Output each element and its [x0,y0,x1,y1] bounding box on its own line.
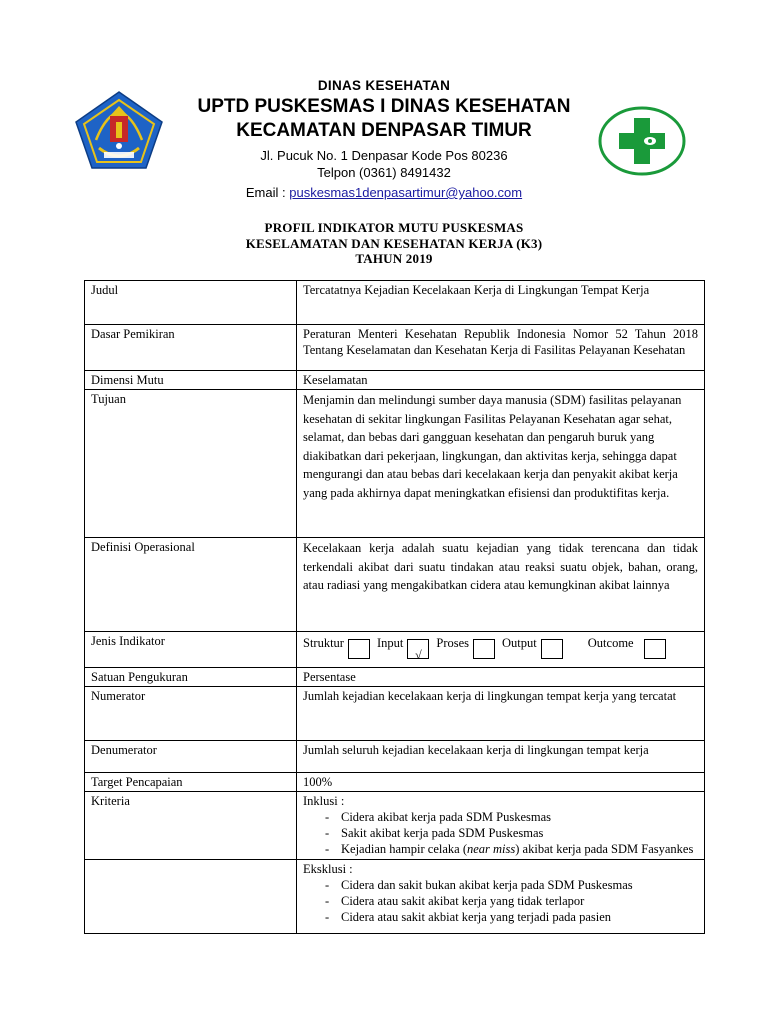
eksklusi-title: Eksklusi : [303,862,353,876]
indicator-profile-table [84,280,705,934]
row-value-dimensi: Keselamatan [297,371,705,390]
row-label-target: Target Pencapaian [85,773,297,792]
puskesmas-logo [598,106,686,176]
list-item [325,841,698,857]
table-row [85,773,705,792]
row-value-definisi: Kecelakaan kerja adalah suatu kejadian yang tidak terencana dan tidak terkendali akibat dari suatu tindakan atau reaksi suatu objek, bahan, orang, atau radiasi yang mengakibatkan cidera atau kemungkinan akibat lainnya [297,538,705,632]
table-row [85,668,705,687]
option-label-outcome: Outcome [587,636,634,650]
inklusi-3-post: ) akibat kerja pada SDM Fasyankes [515,842,694,856]
email-link[interactable]: puskesmas1denpasartimur@yahoo.com [289,185,523,200]
row-value-dasar: Peraturan Menteri Kesehatan Republik Indonesia Nomor 52 Tahun 2018 Tentang Keselamatan dan Kesehatan Kerja di Fasilitas Pelayanan Kesehatan [297,325,705,371]
row-value-target: 100% [297,773,705,792]
table-row [85,687,705,741]
inklusi-3-pre: Kejadian hampir celaka ( [341,842,467,856]
row-label-numerator: Numerator [85,687,297,741]
row-value-numerator: Jumlah kejadian kecelakaan kerja di lingkungan tempat kerja yang tercatat [297,687,705,741]
row-label-satuan: Satuan Pengukuran [85,668,297,687]
address-text: Jl. Pucuk No. 1 Denpasar Kode Pos 80236 [260,148,508,163]
row-label-tujuan: Tujuan [85,390,297,538]
inklusi-title: Inklusi : [303,794,345,808]
row-label-judul: Judul [85,281,297,325]
email-label: Email : [245,185,290,200]
checkbox-proses[interactable] [473,639,495,659]
row-value-tujuan: Menjamin dan melindungi sumber daya manusia (SDM) fasilitas pelayanan kesehatan di sekitar lingkungan Fasilitas Pelayanan Kesehatan agar sehat, selamat, dan bebas dari gangguan kesehatan dan pengaruh buruk yang diakibatkan dari pekerjaan, lingkungan, dan aktivitas kerja, sehingga dapat mengurangi dan atau bebas dari kecelakaan kerja dan penyakit akibat kerja yang pada akhirnya dapat meningkatkan efisiensi dan produktifitas kerja. [297,390,705,538]
instansi-heading: UPTD PUSKESMAS I DINAS KESEHATAN [197,96,571,117]
table-row [85,371,705,390]
row-value-satuan: Persentase [297,668,705,687]
list-item: - Cidera atau sakit akbiat kerja yang terjadi pada pasien [325,909,698,925]
list-item: - Cidera akibat kerja pada SDM Puskesmas [325,809,698,825]
option-label-proses: Proses [436,636,470,650]
row-label-denumerator: Denumerator [85,741,297,773]
title-line-1: PROFIL INDIKATOR MUTU PUSKESMAS [264,220,524,235]
government-emblem-logo [74,90,164,170]
checkbox-outcome[interactable] [644,639,666,659]
row-value-judul: Tercatatnya Kejadian Kecelakaan Kerja di Lingkungan Tempat Kerja [297,281,705,325]
letterhead [170,78,598,201]
table-row [85,632,705,668]
indicator-type-options [303,635,698,662]
row-label-definisi: Definisi Operasional [85,538,297,632]
row-value-inklusi [297,792,705,860]
eksklusi-list [303,877,698,925]
row-value-jenis [297,632,705,668]
row-value-eksklusi [297,860,705,934]
table-row [85,860,705,934]
row-label-jenis: Jenis Indikator [85,632,297,668]
kecamatan-heading: KECAMATAN DENPASAR TIMUR [236,120,532,141]
title-line-3: TAHUN 2019 [355,251,433,266]
table-row [85,281,705,325]
checkbox-output[interactable] [541,639,563,659]
row-label-dasar: Dasar Pemikiran [85,325,297,371]
inklusi-3-em: near miss [466,842,516,856]
option-label-struktur: Struktur [303,636,344,650]
option-label-output: Output [502,636,537,650]
dinas-heading: DINAS KESEHATAN [317,78,451,93]
row-label-empty [85,860,297,934]
list-item: - Sakit akibat kerja pada SDM Puskesmas [325,825,698,841]
table-row [85,538,705,632]
row-label-kriteria: Kriteria [85,792,297,860]
phone-text: Telpon (0361) 8491432 [317,165,451,180]
inklusi-list [303,809,698,857]
checkbox-input[interactable]: √ [407,639,429,659]
document-title [84,220,704,267]
table-row [85,741,705,773]
table-row [85,792,705,860]
checkbox-struktur[interactable] [348,639,370,659]
row-label-dimensi: Dimensi Mutu [85,371,297,390]
email-line [170,184,598,201]
list-item: - Cidera dan sakit bukan akibat kerja pada SDM Puskesmas [325,877,698,893]
table-row [85,390,705,538]
row-value-denumerator: Jumlah seluruh kejadian kecelakaan kerja di lingkungan tempat kerja [297,741,705,773]
table-row [85,325,705,371]
option-label-input: Input [376,636,404,650]
list-item: - Cidera atau sakit akibat kerja yang tidak terlapor [325,893,698,909]
title-line-2: KESELAMATAN DAN KESEHATAN KERJA (K3) [245,235,543,251]
